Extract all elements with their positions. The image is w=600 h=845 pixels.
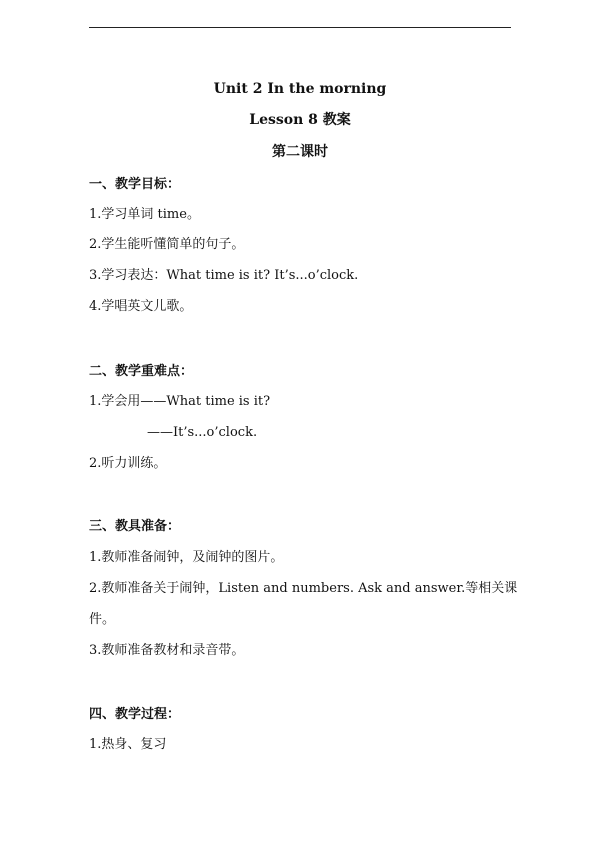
objective-line: 4.学唱英文儿歌。 [89,299,193,314]
section-heading-materials: 三、教具准备： [89,519,181,534]
procedure-line: 1.热身、复习 [89,737,167,752]
document-title: Unit 2 In the morning [213,81,387,97]
objective-line: 3.学习表达：What time is it? It’s...o’clock. [89,268,359,283]
material-line: 2.教师准备关于闹钟，Listen and numbers. Ask and answer.等相关课 [89,581,518,596]
key-point-line: 1.学会用——What time is it? [89,394,271,409]
document-subtitle: Lesson 8 教案 [249,112,351,128]
section-heading-procedure: 四、教学过程： [89,707,181,722]
key-point-line: 2.听力训练。 [89,456,167,471]
section-heading-objectives: 一、教学目标： [89,177,181,192]
section-heading-key-points: 二、教学重难点： [89,364,194,379]
objective-line: 2.学生能听懂简单的句子。 [89,237,245,252]
material-line: 件。 [89,612,116,627]
material-line: 1.教师准备闹钟，及闹钟的图片。 [89,550,284,565]
header-rule [89,27,511,28]
material-line: 3.教师准备教材和录音带。 [89,643,245,658]
key-point-line: ——It’s...o’clock. [147,425,258,440]
objective-line: 1.学习单词 time。 [89,207,200,222]
lesson-period: 第二课时 [272,144,328,160]
